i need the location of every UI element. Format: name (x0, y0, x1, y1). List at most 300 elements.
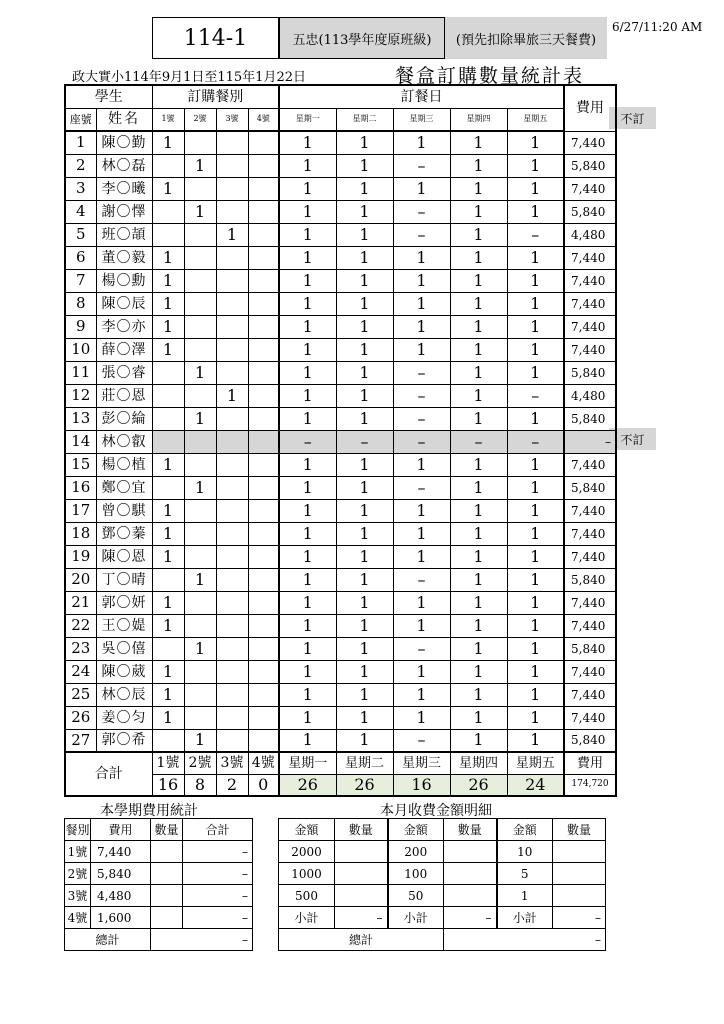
md-amount: 小計 (388, 907, 444, 929)
student-name: 王〇媞 (96, 614, 152, 637)
total-thu-header: 星期四 (450, 752, 507, 774)
day-cell: 1 (279, 499, 336, 522)
table-row (279, 907, 606, 929)
day-cell: 1 (279, 131, 336, 154)
sf-header-qty: 數量 (151, 819, 183, 841)
fee-header: 費用 (564, 85, 616, 131)
total-meal-1-header: 1號 (152, 752, 184, 774)
meal-cell (248, 131, 279, 154)
day-cell: 1 (450, 200, 507, 223)
total-meal-2: 8 (184, 774, 216, 796)
day-cell: – (336, 430, 393, 453)
total-meal-3: 2 (216, 774, 248, 796)
day-cell: 1 (450, 476, 507, 499)
student-name: 丁〇晴 (96, 568, 152, 591)
table-row (65, 545, 616, 568)
sf-type: 4號 (65, 907, 91, 929)
day-cell: 1 (336, 729, 393, 752)
day-cell: – (507, 430, 564, 453)
day-cell: 1 (450, 246, 507, 269)
table-row (65, 292, 616, 315)
sf-type: 1號 (65, 841, 91, 863)
sf-sum: – (183, 841, 253, 863)
day-cell: 1 (336, 361, 393, 384)
day-cell: 1 (393, 246, 450, 269)
student-name: 彭〇綸 (96, 407, 152, 430)
seat-number: 4 (65, 200, 96, 223)
md-amount: 1000 (279, 863, 335, 885)
day-cell: 1 (336, 568, 393, 591)
day-cell: 1 (507, 246, 564, 269)
meal-cell (184, 131, 216, 154)
fee-cell: 5,840 (564, 361, 616, 384)
meal-cell (216, 660, 248, 683)
meal-cell (152, 407, 184, 430)
meal-cell (184, 315, 216, 338)
total-meal-3-header: 3號 (216, 752, 248, 774)
meal-3-header: 3號 (216, 108, 248, 131)
day-cell: 1 (279, 637, 336, 660)
meal-cell: 1 (152, 131, 184, 154)
day-cell: 1 (336, 338, 393, 361)
table-row (65, 637, 616, 660)
fee-cell: 7,440 (564, 338, 616, 361)
total-wed: 16 (393, 774, 450, 796)
md-header: 金額 (279, 819, 335, 841)
meal-cell (184, 430, 216, 453)
table-row (65, 885, 253, 907)
meal-cell: 1 (152, 522, 184, 545)
table-row (65, 591, 616, 614)
total-meal-4: 0 (248, 774, 279, 796)
md-amount: 5 (497, 863, 553, 885)
md-header: 數量 (444, 819, 497, 841)
seat-number: 11 (65, 361, 96, 384)
day-cell: 1 (450, 660, 507, 683)
meal-cell (184, 223, 216, 246)
sf-fee: 5,840 (91, 863, 151, 885)
day-cell: 1 (507, 729, 564, 752)
fee-cell: 7,440 (564, 177, 616, 200)
meal-cell (248, 453, 279, 476)
day-cell: 1 (507, 637, 564, 660)
day-cell: 1 (393, 453, 450, 476)
meal-cell (248, 706, 279, 729)
seat-number: 1 (65, 131, 96, 154)
day-cell: 1 (279, 384, 336, 407)
fee-cell: 5,840 (564, 200, 616, 223)
sf-header-fee: 費用 (91, 819, 151, 841)
day-cell: 1 (336, 499, 393, 522)
day-thu-header: 星期四 (450, 108, 507, 131)
seat-number: 13 (65, 407, 96, 430)
meal-cell: 1 (152, 683, 184, 706)
day-cell: 1 (450, 384, 507, 407)
seat-number: 25 (65, 683, 96, 706)
fee-cell: – (564, 430, 616, 453)
day-cell: 1 (279, 292, 336, 315)
day-cell: 1 (279, 315, 336, 338)
meal-cell (184, 177, 216, 200)
meal-cell: 1 (216, 223, 248, 246)
sf-sum: – (183, 885, 253, 907)
day-cell: – (393, 729, 450, 752)
meal-cell (248, 499, 279, 522)
seat-number: 2 (65, 154, 96, 177)
meal-cell: 1 (184, 407, 216, 430)
meal-cell (152, 200, 184, 223)
student-name: 陳〇勤 (96, 131, 152, 154)
day-cell: 1 (450, 522, 507, 545)
day-cell: 1 (450, 177, 507, 200)
table-row (65, 315, 616, 338)
seat-number: 27 (65, 729, 96, 752)
sf-type: 3號 (65, 885, 91, 907)
table-row (65, 499, 616, 522)
fee-cell: 7,440 (564, 131, 616, 154)
day-cell: 1 (450, 729, 507, 752)
md-amount: 2000 (279, 841, 335, 863)
meal-cell (248, 430, 279, 453)
report-title: 餐盒訂購數量統計表 (395, 65, 585, 87)
meal-order-table (64, 84, 617, 797)
day-cell: – (393, 200, 450, 223)
meal-cell: 1 (152, 660, 184, 683)
day-fri-header: 星期五 (507, 108, 564, 131)
meal-cell (248, 568, 279, 591)
student-name: 陳〇辰 (96, 292, 152, 315)
day-cell: – (393, 361, 450, 384)
day-cell: 1 (336, 637, 393, 660)
day-cell: 1 (507, 591, 564, 614)
meal-cell (184, 269, 216, 292)
meal-cell: 1 (152, 545, 184, 568)
table-row (65, 361, 616, 384)
day-cell: 1 (450, 131, 507, 154)
meal-cell (248, 729, 279, 752)
seat-number: 7 (65, 269, 96, 292)
day-cell: 1 (507, 453, 564, 476)
sf-qty (151, 841, 183, 863)
day-cell: 1 (450, 338, 507, 361)
fee-cell: 7,440 (564, 315, 616, 338)
meal-cell (184, 545, 216, 568)
day-cell: 1 (336, 683, 393, 706)
group-student-header: 學生 (65, 85, 152, 108)
seat-number: 22 (65, 614, 96, 637)
md-qty (444, 885, 497, 907)
meal-cell: 1 (152, 338, 184, 361)
table-row (65, 568, 616, 591)
meal-cell (248, 591, 279, 614)
name-header: 姓名 (96, 108, 152, 131)
seat-number: 5 (65, 223, 96, 246)
seat-number: 24 (65, 660, 96, 683)
meal-cell (248, 384, 279, 407)
seat-number: 12 (65, 384, 96, 407)
day-cell: – (393, 637, 450, 660)
meal-cell (184, 683, 216, 706)
meal-cell (152, 729, 184, 752)
sf-grand-value: – (151, 929, 253, 951)
fee-cell: 4,480 (564, 384, 616, 407)
day-cell: 1 (393, 269, 450, 292)
table-row (65, 269, 616, 292)
meal-cell (184, 246, 216, 269)
table-row (65, 706, 616, 729)
day-cell: 1 (450, 545, 507, 568)
fee-cell: 7,440 (564, 545, 616, 568)
meal-cell (248, 269, 279, 292)
day-cell: 1 (393, 706, 450, 729)
day-cell: 1 (279, 729, 336, 752)
meal-cell (152, 476, 184, 499)
md-amount: 小計 (497, 907, 553, 929)
md-qty (553, 841, 606, 863)
table-row (65, 407, 616, 430)
table-row (279, 863, 606, 885)
meal-cell: 1 (184, 729, 216, 752)
meal-cell (216, 292, 248, 315)
fee-cell: 5,840 (564, 637, 616, 660)
fee-cell: 7,440 (564, 499, 616, 522)
md-qty (335, 841, 388, 863)
sf-header-sum: 合計 (183, 819, 253, 841)
day-cell: – (393, 154, 450, 177)
fee-cell: 7,440 (564, 706, 616, 729)
student-name: 陳〇葳 (96, 660, 152, 683)
meal-cell (216, 591, 248, 614)
total-mon-header: 星期一 (279, 752, 336, 774)
total-meal-4-header: 4號 (248, 752, 279, 774)
meal-cell (184, 614, 216, 637)
meal-cell (216, 476, 248, 499)
day-cell: 1 (507, 706, 564, 729)
day-cell: 1 (393, 545, 450, 568)
meal-cell: 1 (152, 269, 184, 292)
seat-number: 26 (65, 706, 96, 729)
day-cell: 1 (507, 476, 564, 499)
md-header: 金額 (388, 819, 444, 841)
seat-number: 19 (65, 545, 96, 568)
day-cell: – (507, 384, 564, 407)
day-cell: – (507, 223, 564, 246)
md-qty: – (335, 907, 388, 929)
day-cell: 1 (507, 292, 564, 315)
meal-cell: 1 (184, 568, 216, 591)
day-cell: 1 (450, 315, 507, 338)
meal-cell (216, 177, 248, 200)
table-row (65, 660, 616, 683)
group-meal-header: 訂購餐別 (152, 85, 279, 108)
day-cell: 1 (450, 223, 507, 246)
day-cell: 1 (507, 568, 564, 591)
total-mon: 26 (279, 774, 336, 796)
meal-cell (248, 476, 279, 499)
meal-cell: 1 (152, 246, 184, 269)
meal-cell (248, 292, 279, 315)
semester-fees-table (64, 818, 253, 951)
monthly-detail-table (278, 818, 606, 951)
day-cell: 1 (279, 706, 336, 729)
day-cell: 1 (279, 177, 336, 200)
sf-fee: 7,440 (91, 841, 151, 863)
meal-cell (216, 269, 248, 292)
fee-cell: 5,840 (564, 407, 616, 430)
md-qty (444, 841, 497, 863)
seat-number: 14 (65, 430, 96, 453)
meal-cell (248, 154, 279, 177)
md-grand-value: – (444, 929, 606, 951)
md-amount: 500 (279, 885, 335, 907)
day-cell: 1 (450, 154, 507, 177)
day-cell: 1 (336, 614, 393, 637)
day-cell: 1 (507, 315, 564, 338)
meal-cell (216, 315, 248, 338)
meal-cell (184, 384, 216, 407)
meal-cell (248, 177, 279, 200)
seat-number: 3 (65, 177, 96, 200)
meal-cell (184, 591, 216, 614)
table-row (65, 154, 616, 177)
day-cell: – (393, 384, 450, 407)
md-header: 數量 (335, 819, 388, 841)
day-cell: 1 (393, 338, 450, 361)
day-cell: – (393, 568, 450, 591)
meal-cell: 1 (152, 591, 184, 614)
table-row (65, 384, 616, 407)
day-cell: 1 (279, 545, 336, 568)
table-row (65, 614, 616, 637)
sf-fee: 1,600 (91, 907, 151, 929)
meal-cell (248, 660, 279, 683)
day-cell: 1 (450, 269, 507, 292)
meal-cell (248, 614, 279, 637)
meal-cell: 1 (152, 177, 184, 200)
student-name: 鄧〇蓁 (96, 522, 152, 545)
meal-cell (184, 292, 216, 315)
meal-cell (216, 637, 248, 660)
meal-cell (152, 430, 184, 453)
total-fri: 24 (507, 774, 564, 796)
day-cell: 1 (507, 499, 564, 522)
semester-fees-title: 本學期費用統計 (100, 803, 198, 819)
sf-qty (151, 863, 183, 885)
fee-cell: 7,440 (564, 246, 616, 269)
day-cell: 1 (507, 545, 564, 568)
day-cell: 1 (450, 591, 507, 614)
day-cell: 1 (507, 361, 564, 384)
sf-header-type: 餐別 (65, 819, 91, 841)
meal-cell (184, 453, 216, 476)
meal-cell (216, 407, 248, 430)
day-cell: 1 (336, 660, 393, 683)
md-header: 金額 (497, 819, 553, 841)
meal-cell: 1 (216, 384, 248, 407)
meal-cell: 1 (184, 637, 216, 660)
student-name: 曾〇騏 (96, 499, 152, 522)
day-cell: 1 (279, 476, 336, 499)
day-cell: 1 (279, 246, 336, 269)
day-cell: 1 (336, 154, 393, 177)
day-cell: 1 (279, 154, 336, 177)
md-amount: 200 (388, 841, 444, 863)
md-qty (335, 885, 388, 907)
student-name: 姜〇匀 (96, 706, 152, 729)
day-cell: 1 (336, 384, 393, 407)
day-cell: 1 (507, 154, 564, 177)
sf-sum: – (183, 907, 253, 929)
md-header: 數量 (553, 819, 606, 841)
meal-cell (216, 430, 248, 453)
total-meal-2-header: 2號 (184, 752, 216, 774)
day-cell: 1 (336, 407, 393, 430)
day-cell: 1 (507, 269, 564, 292)
day-tue-header: 星期二 (336, 108, 393, 131)
day-cell: 1 (279, 453, 336, 476)
meal-cell (216, 200, 248, 223)
fee-cell: 7,440 (564, 683, 616, 706)
day-cell: 1 (450, 614, 507, 637)
meal-cell (216, 729, 248, 752)
table-row (65, 841, 253, 863)
day-cell: 1 (279, 591, 336, 614)
day-cell: 1 (336, 200, 393, 223)
total-tue: 26 (336, 774, 393, 796)
fee-cell: 7,440 (564, 453, 616, 476)
student-name: 陳〇恩 (96, 545, 152, 568)
day-cell: 1 (393, 499, 450, 522)
sf-grand-label: 總計 (65, 929, 151, 951)
day-cell: 1 (336, 476, 393, 499)
day-cell: 1 (450, 706, 507, 729)
sf-fee: 4,480 (91, 885, 151, 907)
student-name: 林〇磊 (96, 154, 152, 177)
meal-2-header: 2號 (184, 108, 216, 131)
table-row (65, 338, 616, 361)
day-cell: 1 (393, 591, 450, 614)
meal-cell (248, 315, 279, 338)
day-cell: 1 (393, 177, 450, 200)
seat-number: 18 (65, 522, 96, 545)
day-cell: 1 (507, 683, 564, 706)
meal-cell: 1 (152, 499, 184, 522)
table-row (65, 863, 253, 885)
total-fri-header: 星期五 (507, 752, 564, 774)
meal-cell (152, 637, 184, 660)
day-cell: 1 (336, 292, 393, 315)
meal-cell: 1 (152, 292, 184, 315)
day-cell: – (279, 430, 336, 453)
seat-number: 8 (65, 292, 96, 315)
day-cell: 1 (450, 499, 507, 522)
fee-cell: 5,840 (564, 154, 616, 177)
table-row (65, 453, 616, 476)
monthly-detail-title: 本月收費金額明細 (380, 803, 492, 819)
day-cell: – (393, 223, 450, 246)
day-cell: 1 (450, 637, 507, 660)
seat-number: 20 (65, 568, 96, 591)
sf-sum: – (183, 863, 253, 885)
meal-cell (248, 407, 279, 430)
day-cell: 1 (507, 338, 564, 361)
day-cell: 1 (393, 660, 450, 683)
md-qty: – (444, 907, 497, 929)
day-cell: 1 (393, 131, 450, 154)
day-cell: 1 (336, 706, 393, 729)
total-label: 合計 (65, 752, 152, 796)
seat-number: 10 (65, 338, 96, 361)
